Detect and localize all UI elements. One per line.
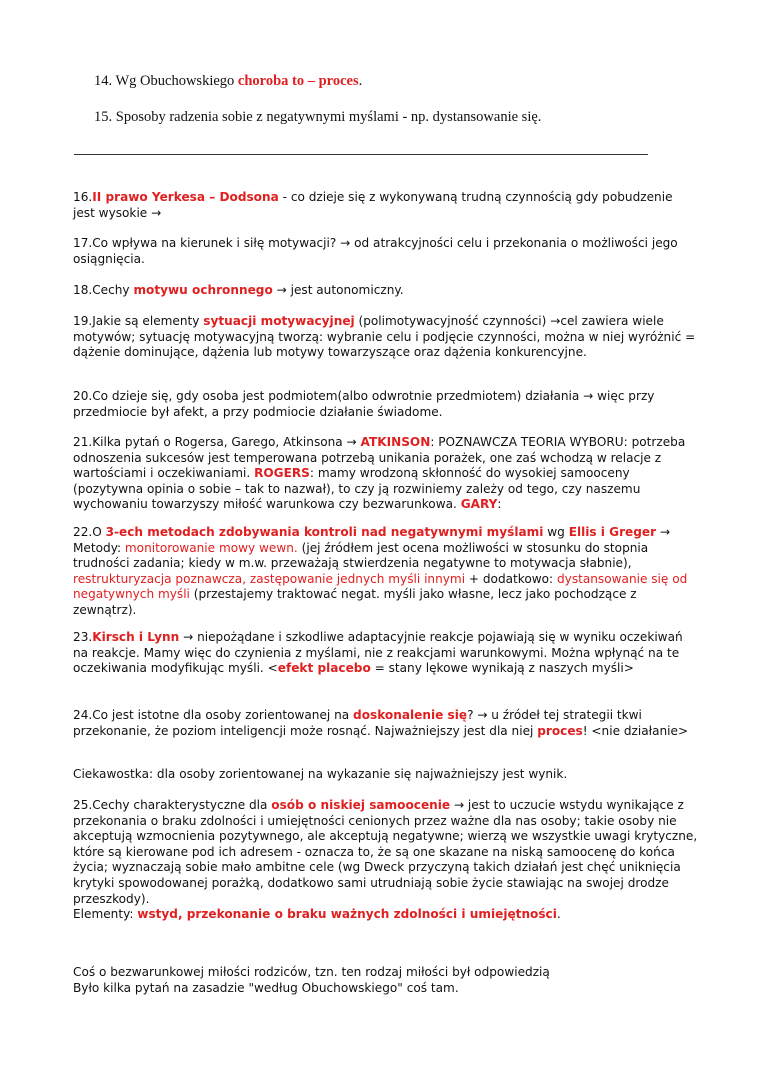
- atkinson-highlight: ATKINSON: [360, 435, 431, 449]
- item-16: 16.II prawo Yerkesa – Dodsona - co dzieje się z wykonywaną trudną czynnością gdy pobudzenie jest wysokie →: [73, 190, 673, 220]
- method-2: restrukturyzacja poznawcza, zastępowanie jednych myśli innymi: [73, 571, 466, 586]
- gary-highlight: GARY: [460, 497, 498, 512]
- method-1: monitorowanie mowy wewn.: [124, 540, 298, 555]
- item-25-body: 25.Cechy charakterystyczne dla osób o niskiej samoocenie → jest to uczucie wstydu wynikające z przekonania o braku zdolności i umiejętności cenionych przez ważne dla nas osoby; takie osoby nie akceptują wzmocnienia pozytywnego, ale akceptują negatywne; wierzą we wszystkie uwagi krytyczne, które są kierowane pod ich adresem - oznacza to, że są one skazane na niską samoocenę do końca życia; wyznaczają sobie mało ambitne cele (wg Dweck przyczyną takich działań jest chęć uniknięcia krytyki spowodowanej porażką, dodatkowo sami utrudniają sobie życie stawiając na swojej drodze przeszkody).: [73, 798, 698, 906]
- item-18: 18.Cechy motywu ochronnego → jest autonomiczny.: [73, 283, 404, 297]
- horizontal-divider: [74, 154, 648, 155]
- elements-highlight: wstyd, przekonanie o braku ważnych zdolności i umiejętności: [137, 907, 557, 922]
- item-18-highlight: motywu ochronnego: [133, 283, 273, 297]
- item-25: [73, 798, 698, 923]
- placebo-highlight: efekt placebo: [277, 661, 371, 676]
- item-22: 22.O 3-ech metodach zdobywania kontroli nad negatywnymi myślami wg Ellis i Greger → Metody: monitorowanie mowy wewn. (jej źródłem jest ocena możliwości w stosunku do stopnia trudności zadania; kiedy w m.w. przeważają stwierdzenia negatywne to motywacja słabnie), restrukturyzacja poznawcza, zastępowanie jednych myśli innymi + dodatkowo: dystansowanie się od negatywnych myśli (przestajemy traktować negat. myśli jako własne, lecz jako pochodzące z zewnątrz).: [73, 525, 688, 617]
- footer-line-2: Było kilka pytań na zasadzie "według Obuchowskiego" coś tam.: [73, 981, 459, 995]
- kirsch-lynn-highlight: Kirsch i Lynn: [92, 630, 180, 644]
- item-15: 15. Sposoby radzenia sobie z negatywnymi myślami - np. dystansowanie się.: [94, 109, 542, 125]
- item-16-highlight: II prawo Yerkesa – Dodsona: [92, 190, 279, 204]
- method-3: dystansowanie się od negatywnych myśli: [73, 571, 688, 602]
- curiosity-note: Ciekawostka: dla osoby zorientowanej na wykazanie się najważniejszy jest wynik.: [73, 767, 568, 781]
- item-14: 14. Wg Obuchowskiego choroba to – proces.: [94, 73, 363, 89]
- item-22-highlight: 3-ech metodach zdobywania kontroli nad negatywnymi myślami: [105, 525, 544, 539]
- ellis-greger-highlight: Ellis i Greger: [568, 525, 657, 539]
- footer-line-1: Coś o bezwarunkowej miłości rodziców, tzn. ten rodzaj miłości był odpowiedzią: [73, 965, 550, 979]
- rogers-highlight: ROGERS: [254, 466, 310, 481]
- item-21: 21.Kilka pytań o Rogersa, Garego, Atkinsona → ATKINSON: POZNAWCZA TEORIA WYBORU: potrzeba odnoszenia sukcesów jest temperowana potrzebą unikania porażek, one zaś wchodzą w relacje z wartościami i oczekiwaniami. ROGERS: mamy wrodzoną skłonność do wysokiej samooceny (pozytywna opinia o sobie – tak to nazwał), to czy ją rozwiniemy zależy od tego, czy naszemu wychowaniu towarzyszy miłość warunkowa czy bezwarunkowa. GARY:: [73, 435, 686, 512]
- item-19-highlight: sytuacji motywacyjnej: [203, 314, 355, 328]
- item-25-elements: Elementy: wstyd, przekonanie o braku ważnych zdolności i umiejętności.: [73, 907, 561, 922]
- item-25-highlight: osób o niskiej samoocenie: [271, 798, 451, 812]
- item-24-highlight: doskonalenie się: [353, 708, 468, 722]
- item-19: 19.Jakie są elementy sytuacji motywacyjnej (polimotywacyjność czynności) →cel zawiera wiele motywów; sytuację motywacyjną tworzą: wybranie celu i podjęcie czynności, można w niej wyróżnić = dążenie dominujące, dążenia lub motywy towarzyszące oraz dążenia konkurencyjne.: [73, 314, 696, 360]
- item-17: 17.Co wpływa na kierunek i siłę motywacji? → od atrakcyjności celu i przekonania o możliwości jego osiągnięcia.: [73, 236, 678, 266]
- proces-highlight: proces: [537, 723, 583, 738]
- item-24: 24.Co jest istotne dla osoby zorientowanej na doskonalenie się? → u źródeł tej strategii tkwi przekonanie, że poziom inteligencji może rosnąć. Najważniejszy jest dla niej proces! <nie działanie>: [73, 708, 689, 738]
- item-14-highlight: choroba to – proces: [237, 73, 359, 89]
- item-23: 23.Kirsch i Lynn → niepożądane i szkodliwe adaptacyjnie reakcje pojawiają się w wyniku oczekiwań na reakcje. Mamy więc do czynienia z myślami, nie z reakcjami warunkowymi. Można wpłynąć na te oczekiwania modyfikując myśli. <efekt placebo = stany lękowe wynikają z naszych myśli>: [73, 630, 683, 676]
- item-20: 20.Co dzieje się, gdy osoba jest podmiotem(albo odwrotnie przedmiotem) działania → więc przy przedmiocie był afekt, a przy podmiocie działanie świadome.: [73, 389, 655, 419]
